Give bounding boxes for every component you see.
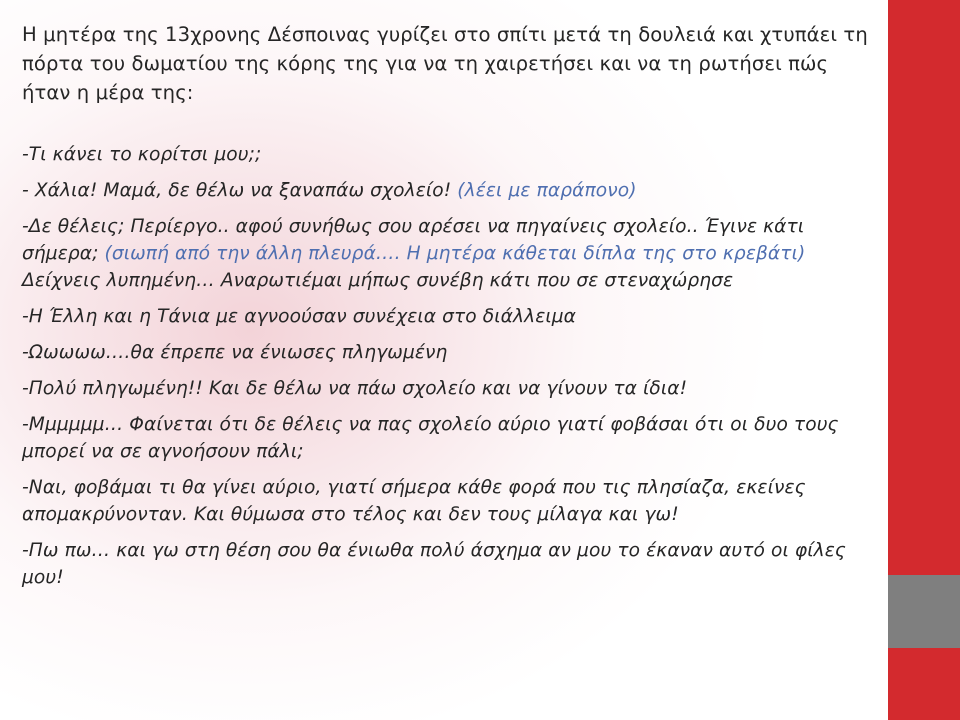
dialogue-line-9: -Πω πω… και γω στη θέση σου θα ένιωθα πολύ άσχημα αν μου το έκαναν αυτό οι φίλες μου! <box>22 540 846 588</box>
dialogue-line-3-continuation: Δείχνεις λυπημένη… Αναρωτιέμαι μήπως συνέβη κάτι που σε στεναχώρησε <box>22 270 734 291</box>
dialogue-line-4: -Η Έλλη και η Τάνια με αγνοούσαν συνέχεια στο διάλλειμα <box>22 306 577 327</box>
dialogue-line-6: -Πολύ πληγωμένη!! Και δε θέλω να πάω σχολείο και να γίνουν τα ίδια! <box>22 378 688 399</box>
accent-bar-red-bottom <box>888 648 960 720</box>
intro-paragraph: Η μητέρα της 13χρονης Δέσποινας γυρίζει στο σπίτι μετά τη δουλειά και χτυπάει τη πόρτα του δωματίου της κόρης της για να τη χαιρετήσει και να τη ρωτήσει πώς ήταν η μέρα της: <box>22 23 868 104</box>
dialogue-line-2 <box>22 177 882 204</box>
dialogue-line-5: -Ωωωωω….θα έπρεπε να ένιωσες πληγωμένη <box>22 342 448 363</box>
stage-note-silence: (σιωπή από την άλλη πλευρά…. Η μητέρα κάθεται δίπλα της στο κρεβάτι) <box>104 243 806 264</box>
accent-bar-gray <box>888 575 960 648</box>
slide-content <box>22 20 882 600</box>
dialogue-line-3 <box>22 213 882 294</box>
dialogue-line-7: -Μμμμμμ… Φαίνεται ότι δε θέλεις να πας σχολείο αύριο γιατί φοβάσαι ότι οι δυο τους μπορεί να σε αγνοήσουν πάλι; <box>22 414 839 462</box>
dialogue-line-1: -Τι κάνει το κορίτσι μου;; <box>22 144 262 165</box>
dialogue-line-3-text: -Δε θέλεις; Περίεργο.. αφού συνήθως σου αρέσει να πηγαίνεις σχολείο.. Έγινε κάτι σήμερα; <box>22 216 805 264</box>
accent-bar-red-top <box>888 0 960 575</box>
dialogue-line-2-text: - Χάλια! Μαμά, δε θέλω να ξαναπάω σχολείο! <box>22 180 452 201</box>
dialogue-line-8: -Ναι, φοβάμαι τι θα γίνει αύριο, γιατί σήμερα κάθε φορά που τις πλησίαζα, εκείνες απομακρύνονταν. Και θύμωσα στο τέλος και δεν τους μίλαγα και γω! <box>22 477 806 525</box>
stage-note-complaint: (λέει με παράπονο) <box>457 180 637 201</box>
